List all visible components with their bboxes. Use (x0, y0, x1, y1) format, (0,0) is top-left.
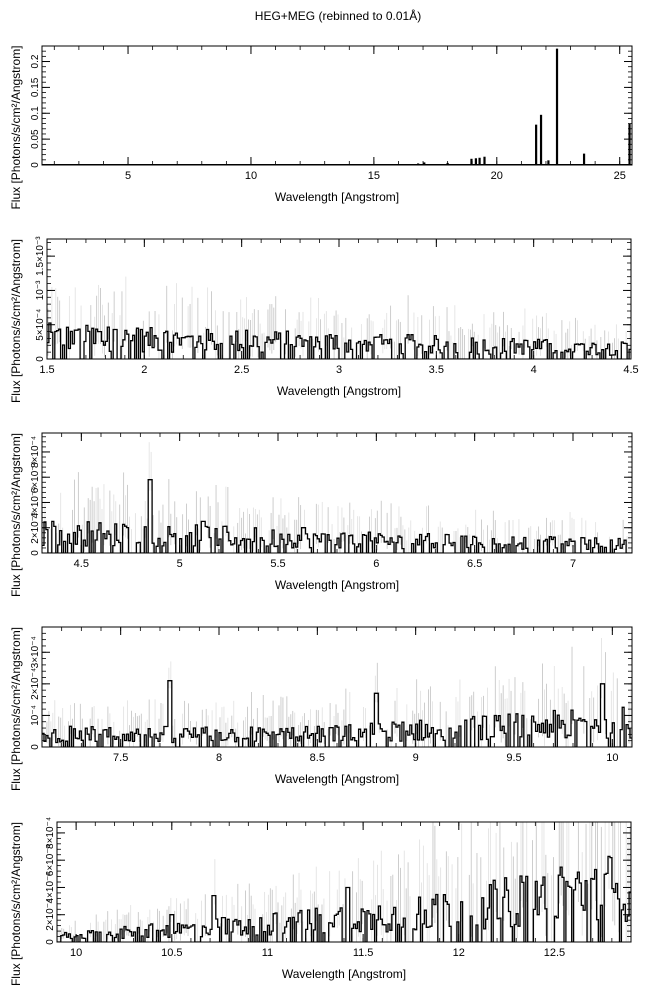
y-tick-label: 0 (45, 939, 56, 945)
y-tick-label: 4×10⁻⁴ (45, 871, 56, 904)
x-axis-label: Wavelength [Angstrom] (274, 190, 400, 204)
y-tick-label: 8×10⁻⁴ (45, 816, 56, 849)
x-tick-label: 7.5 (113, 752, 129, 764)
y-tick-label: 0 (35, 356, 46, 362)
x-tick-label: 10 (244, 170, 258, 182)
y-tick-label: 0 (30, 744, 41, 750)
y-tick-label: 4×10⁻⁴ (30, 486, 41, 519)
y-tick-label: 10⁻⁴ (30, 705, 41, 726)
x-tick-label: 3.5 (428, 364, 444, 376)
x-tick-label: 12.5 (543, 947, 566, 959)
x-axis-label: Wavelength [Angstrom] (276, 384, 402, 398)
y-axis-label: Flux [Photons/s/cm²/Angstrom] (9, 626, 23, 792)
x-tick-label: 5 (124, 170, 132, 182)
x-tick-label: 9.5 (506, 752, 522, 764)
spectrum-line (42, 480, 632, 553)
error-bars (45, 442, 629, 553)
x-tick-label: 15 (367, 170, 380, 182)
x-tick-label: 12 (452, 947, 465, 959)
y-tick-label: 0.2 (30, 54, 42, 69)
y-tick-label: 2×10⁻⁴ (30, 667, 41, 700)
y-tick-label: 5×10⁻⁴ (35, 308, 46, 341)
chart-panels (9, 45, 639, 986)
x-tick-label: 4 (530, 364, 537, 376)
x-tick-label: 6.5 (467, 558, 483, 570)
y-axis-label: Flux [Photons/s/cm²/Angstrom] (9, 432, 23, 598)
error-bars (43, 638, 631, 747)
y-tick-label: 0 (30, 550, 41, 556)
x-tick-label: 6 (373, 558, 380, 570)
y-tick-label: 0.1 (30, 106, 41, 121)
x-tick-label: 11.5 (352, 947, 374, 959)
x-axis-label: Wavelength [Angstrom] (274, 578, 400, 592)
y-tick-label: 3×10⁻⁴ (30, 636, 41, 669)
y-tick-label: 6×10⁻⁴ (45, 844, 56, 877)
y-tick-label: 10⁻³ (35, 280, 46, 301)
chart-panel-4 (9, 627, 632, 791)
y-tick-label: 0.15 (30, 77, 41, 98)
chart-panel-1 (9, 45, 632, 209)
plot-frame (42, 46, 632, 165)
x-tick-label: 20 (490, 170, 503, 182)
x-tick-label: 4.5 (623, 364, 639, 376)
y-tick-label: 2×10⁻⁴ (30, 511, 41, 544)
x-tick-label: 9 (412, 752, 419, 764)
x-tick-label: 3 (335, 364, 343, 376)
chart-panel-2 (9, 236, 639, 403)
spectrum-line (57, 856, 631, 942)
x-tick-label: 1.5 (39, 364, 55, 376)
x-tick-label: 25 (613, 170, 626, 182)
x-tick-label: 11 (261, 947, 274, 959)
x-tick-label: 10 (70, 947, 83, 959)
y-tick-label: 8×10⁻⁴ (30, 435, 41, 469)
x-axis-label: Wavelength [Angstrom] (274, 772, 400, 786)
y-tick-label: 0 (30, 162, 41, 168)
y-tick-label: 0.05 (30, 129, 41, 149)
plot-area (42, 638, 632, 747)
x-tick-label: 8.5 (309, 752, 325, 764)
x-tick-label: 10.5 (161, 947, 183, 959)
y-tick-label: 2×10⁻⁴ (45, 898, 56, 931)
x-tick-label: 4.5 (73, 558, 89, 570)
error-bars (48, 277, 630, 359)
error-bars (58, 719, 630, 942)
x-tick-label: 5.5 (270, 558, 286, 570)
y-axis-label: Flux [Photons/s/cm²/Angstrom] (9, 238, 23, 404)
x-tick-label: 7 (569, 558, 577, 570)
x-tick-label: 10 (606, 752, 619, 764)
plot-frame (42, 433, 632, 553)
plot-area (42, 49, 632, 165)
y-tick-label: 1.5×10⁻³ (35, 236, 46, 276)
y-tick-label: 6×10⁻⁴ (30, 461, 41, 494)
chart-panel-3 (9, 433, 632, 597)
y-axis-label: Flux [Photons/s/cm²/Angstrom] (9, 821, 23, 987)
x-tick-label: 2.5 (234, 364, 250, 376)
spectrum-line (42, 681, 632, 747)
y-axis-label: Flux [Photons/s/cm²/Angstrom] (9, 45, 23, 210)
plot-area (42, 442, 632, 553)
x-axis-label: Wavelength [Angstrom] (281, 967, 407, 981)
figure-title: HEG+MEG (rebinned to 0.01Å) (254, 9, 422, 23)
plot-area (57, 719, 631, 942)
x-tick-label: 8 (215, 752, 223, 764)
x-tick-label: 5 (176, 558, 183, 570)
x-tick-label: 2 (141, 364, 148, 376)
plot-area (47, 277, 631, 359)
